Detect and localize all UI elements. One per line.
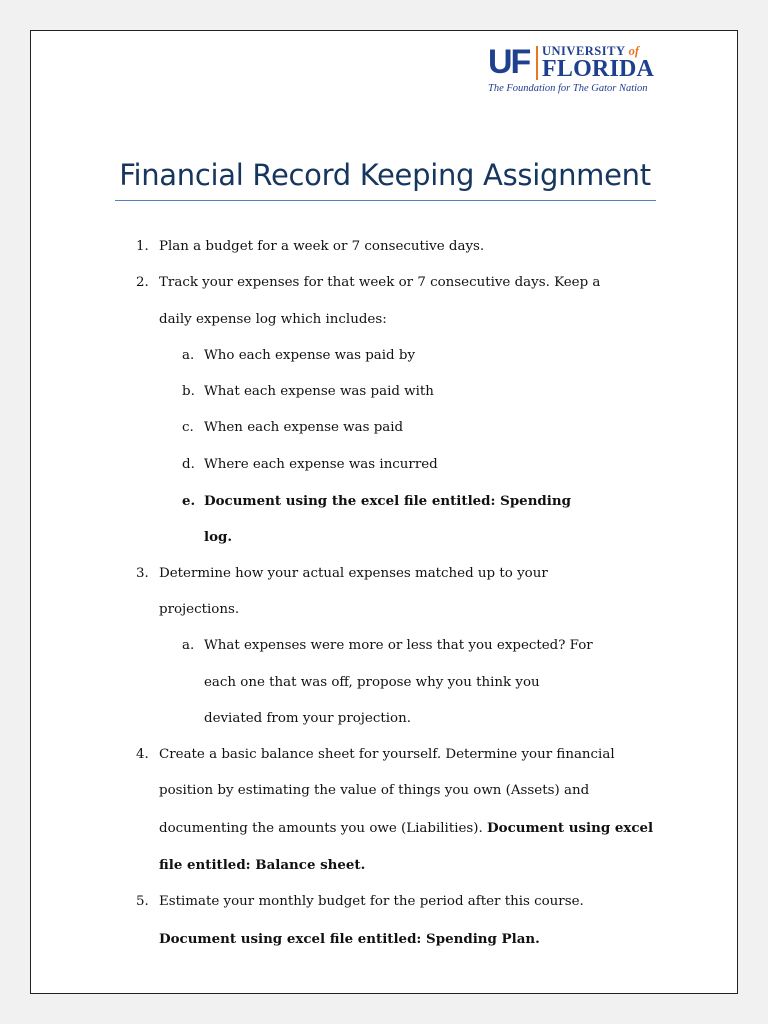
sub-letter: b. xyxy=(182,384,195,400)
sub-item-2b xyxy=(31,374,737,410)
sub-item-2c xyxy=(31,410,737,446)
logo-university-text: UNIVERSITY xyxy=(542,44,626,58)
list-item-5 xyxy=(31,884,737,958)
list-number: 1. xyxy=(136,239,149,254)
sub-item-text: What each expense was paid with xyxy=(204,384,434,400)
sub-item-text: When each expense was paid xyxy=(204,420,404,436)
sub-letter: e. xyxy=(182,493,196,510)
assignment-list xyxy=(31,229,737,958)
list-number: 4. xyxy=(136,747,149,763)
list-item-bold: Document using excel file entitled: Balance sheet. xyxy=(159,819,654,874)
list-item-3 xyxy=(31,556,737,629)
list-number: 2. xyxy=(136,275,149,291)
logo-tagline: The Foundation for The Gator Nation xyxy=(488,83,648,94)
list-item-2 xyxy=(31,265,737,338)
title-underline xyxy=(115,200,656,201)
sub-item-text: Who each expense was paid by xyxy=(204,347,416,363)
sub-item-text: What expenses were more or less that you expected? For each one that was off, propose why you think you deviated from your projection. xyxy=(204,638,593,726)
sub-letter: a. xyxy=(182,347,195,363)
document-page xyxy=(30,30,738,994)
list-item-4 xyxy=(31,737,737,884)
list-item-plain: Create a basic balance sheet for yourself. Determine your financial position by estimating the value of things you own (Assets) and documenting the amounts you owe (Liabilities). xyxy=(159,747,615,836)
logo-florida: FLORIDA xyxy=(542,56,655,82)
document-title: Financial Record Keeping Assignment xyxy=(119,158,651,192)
sub-letter: c. xyxy=(182,420,194,436)
logo-divider xyxy=(536,46,538,80)
sub-item-3a xyxy=(31,628,737,737)
logo-of-text: of xyxy=(628,44,640,58)
sub-letter: a. xyxy=(182,638,195,654)
sub-item-text: Document using the excel file entitled: Spending log. xyxy=(204,493,571,546)
list-item-text xyxy=(159,737,664,884)
sub-item-2a xyxy=(31,338,737,374)
sub-item-2d xyxy=(31,447,737,483)
list-number: 3. xyxy=(136,565,149,581)
list-item-text: Track your expenses for that week or 7 consecutive days. Keep a daily expense log which includes: xyxy=(159,275,601,327)
sub-letter: d. xyxy=(182,456,195,472)
list-item-bold: Document using excel file entitled: Spending Plan. xyxy=(159,930,540,947)
list-item-1 xyxy=(31,229,737,265)
logo-uf-mark: UF xyxy=(488,43,530,81)
list-item-text: Determine how your actual expenses matched up to your projections. xyxy=(159,565,548,617)
sub-item-text: Where each expense was incurred xyxy=(204,456,438,472)
uf-logo xyxy=(488,44,658,96)
list-item-text: Plan a budget for a week or 7 consecutive days. xyxy=(159,239,485,254)
list-item-text xyxy=(159,884,647,958)
list-number: 5. xyxy=(136,894,149,910)
sub-item-2e xyxy=(31,483,737,556)
list-item-plain: Estimate your monthly budget for the period after this course. xyxy=(159,894,584,910)
